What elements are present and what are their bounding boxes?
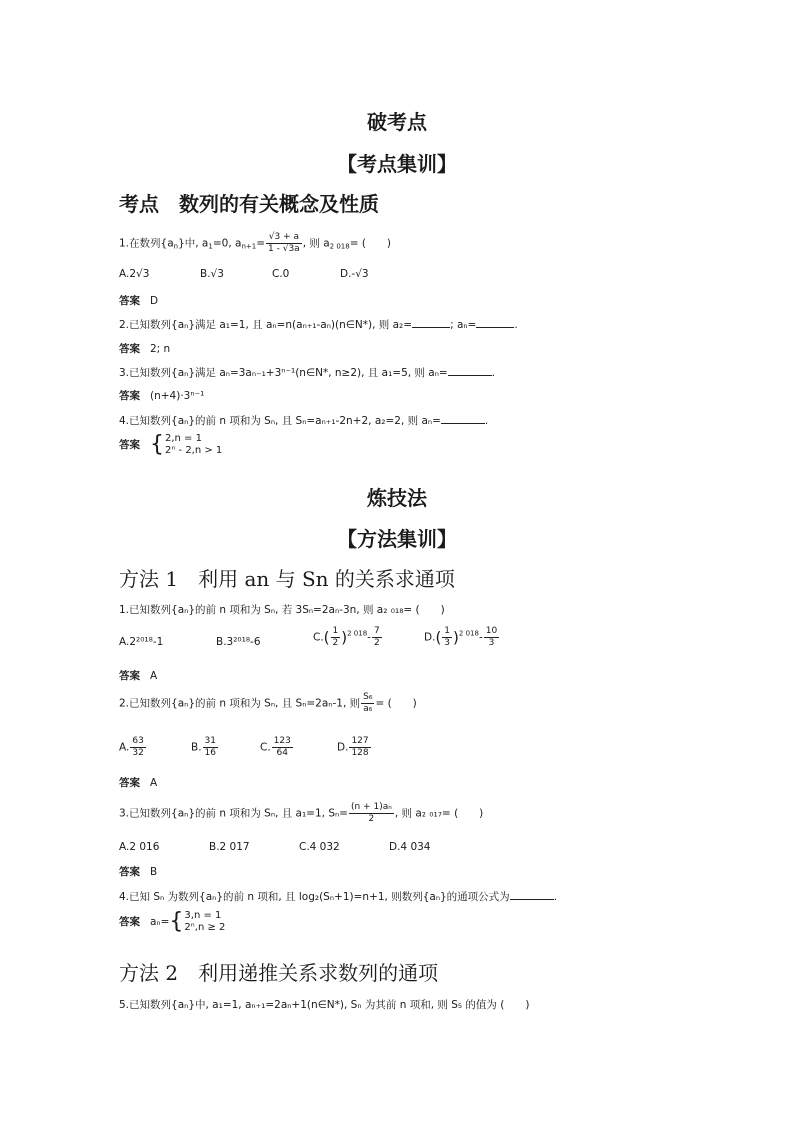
- method2-question-5: 5.已知数列{aₙ}中, a₁=1, aₙ₊₁=2aₙ+1(n∈N*), Sₙ 为其前 n 项和, 则 S₅ 的值为 ( ): [119, 999, 530, 1011]
- m1q1-option-a: A.2²⁰¹⁸-1: [119, 636, 164, 648]
- answer-6: 答案 A: [119, 777, 158, 789]
- answer-2: 答案 2; n: [119, 343, 171, 355]
- part-title-2: 炼技法: [367, 486, 427, 510]
- question-4: 4.已知数列{aₙ}的前 n 项和为 Sₙ, 且 Sₙ=aₙ₊₁-2n+2, a₂=2, 则 aₙ= .: [119, 415, 489, 427]
- method1-question-2: 2.已知数列{aₙ}的前 n 项和为 Sₙ, 且 Sₙ=2aₙ-1, 则 $\frac{\text{S₆}}{\text{a₆}}$ = ( ): [119, 692, 417, 714]
- part-subtitle-1: 【考点集训】: [337, 152, 457, 176]
- q1-option-d: D.-√3: [340, 268, 369, 280]
- m1q1-option-d: D.( $\frac{1}{3}$ )$^{2 018}$- $\frac{10}{3}$: [424, 626, 498, 648]
- section-title-2: 方法 1 利用 an 与 Sn 的关系求通项: [119, 567, 455, 591]
- m1q2-option-b: B. $\frac{31}{16}$: [191, 736, 216, 758]
- section-title-1: 考点 数列的有关概念及性质: [119, 192, 379, 216]
- question-1: 1.在数列$\{a_n\}$中, $a_1=0$, $a_{n+1}=$ $\frac{√3 + a}{1 - √3a}$ , 则 $a_{2 018}=$ ( ): [119, 232, 392, 254]
- m1q2-option-a: A. $\frac{63}{32}$: [119, 736, 144, 758]
- m1q3-option-d: D.4 034: [389, 841, 431, 853]
- answer-5: 答案 A: [119, 670, 158, 682]
- answer-4: 答案 {2,n = 1 2ⁿ - 2,n > 1: [119, 432, 223, 457]
- m1q3-option-c: C.4 032: [299, 841, 340, 853]
- m1q1-option-c: C.( $\frac{1}{2}$ )$^{2 018}$- $\frac{7}{2}$: [313, 626, 380, 648]
- part-subtitle-2: 【方法集训】: [337, 527, 457, 551]
- q1-option-b: B.√3: [200, 268, 224, 280]
- method1-question-3: 3.已知数列{aₙ}的前 n 项和为 Sₙ, 且 a₁=1, Sₙ= $\frac{\text{(n + 1)aₙ}}{2}$ , 则 a₂ ₀₁₇= ( ): [119, 802, 484, 824]
- question-3: 3.已知数列{aₙ}满足 aₙ=3aₙ₋₁+3ⁿ⁻¹(n∈N*, n≥2), 且 a₁=5, 则 aₙ= .: [119, 367, 496, 379]
- method1-question-4: 4.已知 Sₙ 为数列{aₙ}的前 n 项和, 且 log₂(Sₙ+1)=n+1, 则数列{aₙ}的通项公式为 .: [119, 891, 558, 903]
- answer-7: 答案 B: [119, 866, 158, 878]
- section-title-3: 方法 2 利用递推关系求数列的通项: [119, 961, 439, 985]
- answer-8: 答案 aₙ={3,n = 1 2ⁿ,n ≥ 2: [119, 909, 226, 934]
- part-title-1: 破考点: [367, 110, 427, 134]
- answer-1: 答案 D: [119, 295, 159, 307]
- m1q2-option-d: D. $\frac{127}{128}$: [337, 736, 369, 758]
- m1q1-option-b: B.3²⁰¹⁸-6: [216, 636, 261, 648]
- q1-fraction: $\frac{√3 + a}{1 - √3a}$: [268, 232, 300, 254]
- m1q2-option-c: C. $\frac{123}{64}$: [260, 736, 291, 758]
- answer-3: 答案 (n+4)·3ⁿ⁻¹: [119, 390, 205, 402]
- question-2: 2.已知数列{aₙ}满足 a₁=1, 且 aₙ=n(aₙ₊₁-aₙ)(n∈N*), 则 a₂= ; aₙ= .: [119, 319, 518, 331]
- method1-question-1: 1.已知数列{aₙ}的前 n 项和为 Sₙ, 若 3Sₙ=2aₙ-3n, 则 a₂ ₀₁₈= ( ): [119, 604, 445, 616]
- q1-option-a: A.2√3: [119, 268, 150, 280]
- m1q3-option-a: A.2 016: [119, 841, 160, 853]
- m1q3-option-b: B.2 017: [209, 841, 250, 853]
- q1-option-c: C.0: [272, 268, 290, 280]
